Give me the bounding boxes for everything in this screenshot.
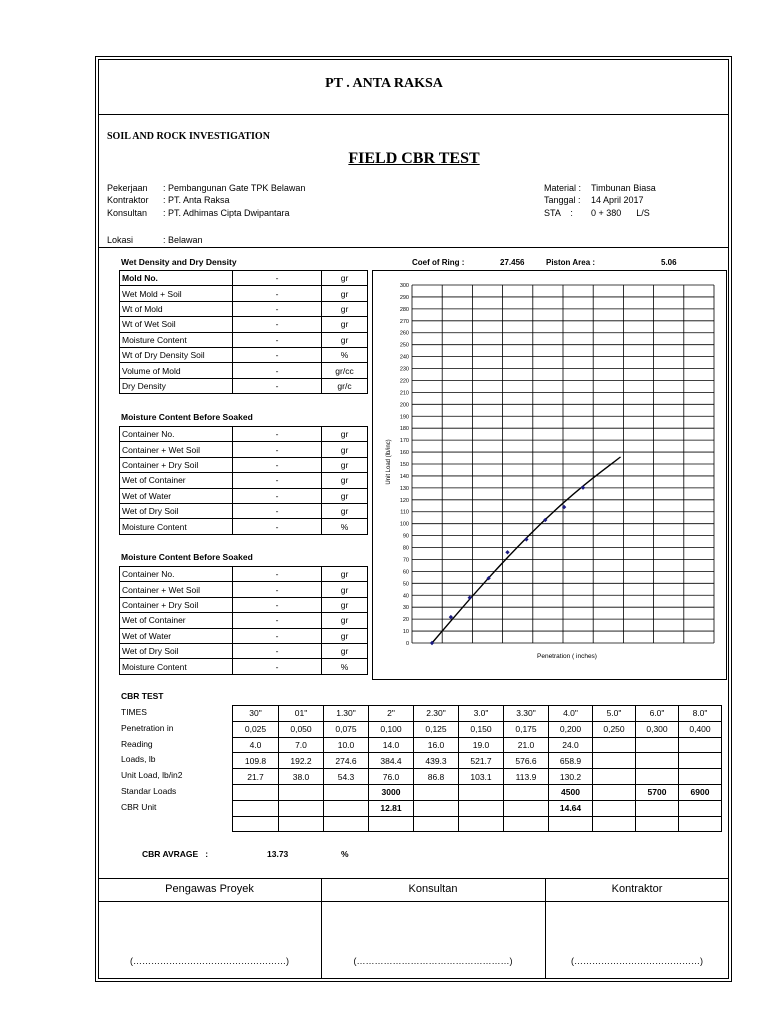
cell-label: Wet Mold + Soil (120, 286, 233, 301)
cbr-cell: 192.2 (279, 753, 324, 769)
cbr-row (233, 753, 722, 769)
cbr-cell (324, 800, 369, 816)
cell-value: - (233, 503, 322, 518)
cell-label: Wet of Water (120, 628, 233, 643)
table-row (120, 347, 368, 362)
company-name: PT . ANTA RAKSA (325, 76, 443, 91)
trend-line (432, 457, 621, 643)
cbr-cell (279, 784, 324, 800)
header-divider (98, 114, 729, 115)
y-tick-label: 230 (399, 366, 409, 373)
wet-density-title: Wet Density and Dry Density (121, 257, 237, 267)
cell-value: - (233, 488, 322, 503)
cbr-cell (549, 816, 593, 832)
cell-value: - (233, 473, 322, 488)
cbr-cell: 30" (233, 706, 279, 722)
cell-value: - (233, 378, 322, 393)
cbr-cell: 6.0" (636, 706, 679, 722)
signature-header-divider (98, 901, 729, 902)
y-tick-label: 140 (399, 473, 409, 480)
cell-value: - (233, 457, 322, 472)
cbr-cell (414, 800, 459, 816)
cbr-cell: 439.3 (414, 753, 459, 769)
cbr-cell (679, 800, 722, 816)
data-point (524, 537, 528, 541)
cbr-cell (636, 816, 679, 832)
cell-label: Wet of Water (120, 488, 233, 503)
info-value-material: Timbunan Biasa (591, 183, 656, 193)
cbr-cell: 16.0 (414, 737, 459, 753)
page-title: FIELD CBR TEST (348, 150, 480, 167)
cbr-cell (369, 816, 414, 832)
y-tick-label: 120 (399, 497, 409, 504)
section-title: SOIL AND ROCK INVESTIGATION (107, 131, 270, 142)
cbr-cell (636, 753, 679, 769)
info-label-tanggal: Tanggal : (544, 195, 581, 205)
cbr-cell: 0,125 (414, 721, 459, 737)
piston-area-label: Piston Area : (546, 258, 596, 267)
cbr-row (233, 737, 722, 753)
cbr-cell (324, 816, 369, 832)
cell-label: Container + Wet Soil (120, 582, 233, 597)
table-row (120, 643, 368, 658)
cell-label: Container + Wet Soil (120, 442, 233, 457)
cbr-cell: 24.0 (549, 737, 593, 753)
cbr-cell: 7.0 (279, 737, 324, 753)
y-tick-label: 280 (399, 306, 409, 313)
cbr-cell (593, 816, 636, 832)
cbr-cell: 0,200 (549, 721, 593, 737)
cbr-cell: 3.30" (504, 706, 549, 722)
cbr-cell: 0,050 (279, 721, 324, 737)
cbr-row-label: Loads, lb (121, 754, 156, 765)
cell-value: - (233, 301, 322, 316)
y-tick-label: 30 (402, 605, 409, 612)
cbr-cell: 4.0" (549, 706, 593, 722)
cell-unit: gr (322, 503, 368, 518)
cbr-cell (504, 800, 549, 816)
cbr-cell (593, 769, 636, 785)
cell-unit: gr/c (322, 378, 368, 393)
cell-value: - (233, 519, 322, 534)
cbr-cell (593, 737, 636, 753)
info-label-konsultan: Konsultan (107, 208, 148, 218)
chart-y-axis-label: Unit Load (lb/inc) (386, 439, 392, 485)
moisture-1-title: Moisture Content Before Soaked (121, 412, 253, 422)
cell-value: - (233, 628, 322, 643)
cell-unit: % (322, 659, 368, 674)
cell-value: - (233, 363, 322, 378)
cell-label: Wt of Dry Density Soil (120, 347, 233, 362)
cell-label: Container + Dry Soil (120, 457, 233, 472)
cell-unit: gr (322, 613, 368, 628)
cell-unit: gr (322, 332, 368, 347)
y-tick-label: 110 (400, 509, 409, 516)
cell-label: Volume of Mold (120, 363, 233, 378)
piston-area-value: 5.06 (661, 258, 677, 267)
y-tick-label: 70 (402, 557, 409, 564)
cell-label: Container No. (120, 567, 233, 582)
cbr-cell: 103.1 (459, 769, 504, 785)
cbr-cell (636, 769, 679, 785)
info-label-sta: STA : (544, 208, 573, 218)
cbr-row-label: Penetration in (121, 722, 174, 733)
cbr-cell (504, 784, 549, 800)
cbr-cell: 01" (279, 706, 324, 722)
cbr-cell: 130.2 (549, 769, 593, 785)
data-point (581, 485, 585, 489)
cbr-cell: 0,075 (324, 721, 369, 737)
wet-density-table (119, 270, 368, 394)
y-tick-label: 250 (399, 342, 409, 349)
cell-label: Wet of Container (120, 613, 233, 628)
y-tick-label: 240 (399, 354, 409, 361)
data-point (505, 550, 509, 554)
cbr-cell: 576.6 (504, 753, 549, 769)
y-tick-label: 150 (399, 462, 409, 468)
cell-unit: gr (322, 427, 368, 442)
cell-value: - (233, 347, 322, 362)
cell-value: - (233, 643, 322, 658)
cell-label: Dry Density (120, 378, 233, 393)
cell-unit: gr (322, 643, 368, 658)
signature-blank-kontraktor[interactable]: (……………………………………) (571, 956, 703, 966)
y-tick-label: 300 (399, 283, 409, 289)
table-row (120, 378, 368, 393)
cell-value: - (233, 597, 322, 612)
cbr-cell: 0,025 (233, 721, 279, 737)
cbr-cell: 4.0 (233, 737, 279, 753)
cbr-cell: 14.64 (549, 800, 593, 816)
moisture-2-title: Moisture Content Before Soaked (121, 552, 253, 562)
table-row (120, 597, 368, 612)
cbr-cell: 0,250 (593, 721, 636, 737)
cbr-cell: 86.8 (414, 769, 459, 785)
info-value-tanggal: 14 April 2017 (591, 195, 644, 205)
cell-unit: gr (322, 317, 368, 332)
cbr-cell: 19.0 (459, 737, 504, 753)
y-tick-label: 200 (399, 402, 409, 409)
table-row (120, 427, 368, 442)
table-row (120, 457, 368, 472)
table-row (120, 442, 368, 457)
cbr-cell: 38.0 (279, 769, 324, 785)
cbr-cell (679, 753, 722, 769)
info-value-pekerjaan: : Pembangunan Gate TPK Belawan (163, 183, 306, 193)
signature-title-konsultan: Konsultan (408, 883, 458, 895)
table-row (120, 473, 368, 488)
info-label-pekerjaan: Pekerjaan (107, 183, 148, 193)
signature-title-pengawas: Pengawas Proyek (165, 883, 254, 895)
cell-unit: gr (322, 442, 368, 457)
table-row (120, 271, 368, 286)
y-tick-label: 270 (399, 318, 409, 325)
cbr-cell (679, 737, 722, 753)
cell-unit: gr (322, 286, 368, 301)
cell-label: Mold No. (120, 271, 233, 286)
cbr-row-label: CBR Unit (121, 801, 157, 812)
cbr-row-label: Reading (121, 738, 153, 749)
cbr-cell: 1.30" (324, 706, 369, 722)
cbr-cell: 0,300 (636, 721, 679, 737)
cell-value: - (233, 286, 322, 301)
cbr-cell: 109.8 (233, 753, 279, 769)
data-point (562, 505, 566, 509)
table-row (120, 567, 368, 582)
cbr-cell (636, 737, 679, 753)
cbr-cell: 0,175 (504, 721, 549, 737)
cbr-cell (459, 800, 504, 816)
cbr-cell: 2" (369, 706, 414, 722)
cbr-average-label: CBR AVRAGE : (142, 849, 209, 859)
cell-unit: gr (322, 567, 368, 582)
cbr-average-value: 13.73 (267, 849, 289, 859)
table-row (120, 301, 368, 316)
info-label-kontraktor: Kontraktor (107, 195, 149, 205)
cell-label: Wet of Container (120, 473, 233, 488)
y-tick-label: 80 (402, 545, 409, 552)
cbr-row (233, 800, 722, 816)
table-row (120, 332, 368, 347)
cbr-cell: 12.81 (369, 800, 414, 816)
table-row (120, 582, 368, 597)
cbr-cell (459, 816, 504, 832)
y-tick-label: 180 (399, 426, 409, 433)
signature-title-kontraktor: Kontraktor (611, 883, 663, 895)
cbr-average-unit: % (341, 849, 349, 859)
cell-unit: % (322, 519, 368, 534)
cbr-cell: 21.7 (233, 769, 279, 785)
y-tick-label: 290 (399, 294, 409, 301)
cbr-cell (679, 816, 722, 832)
cell-label: Moisture Content (120, 519, 233, 534)
table-row (120, 628, 368, 643)
cbr-cell (279, 816, 324, 832)
cbr-cell (636, 800, 679, 816)
chart-x-axis-label: Penetration ( inches) (537, 653, 597, 660)
y-tick-label: 260 (399, 330, 409, 337)
info-value-kontraktor: : PT. Anta Raksa (163, 195, 230, 205)
cell-unit: gr (322, 488, 368, 503)
table-row (120, 503, 368, 518)
cbr-cell: 658.9 (549, 753, 593, 769)
cell-unit: gr/cc (322, 363, 368, 378)
cbr-cell: 0,400 (679, 721, 722, 737)
chart-frame (373, 271, 727, 680)
y-tick-label: 210 (399, 390, 409, 397)
cell-unit: gr (322, 582, 368, 597)
coef-ring-value: 27.456 (500, 258, 525, 267)
cell-unit: gr (322, 271, 368, 286)
cell-value: - (233, 582, 322, 597)
cbr-cell (324, 784, 369, 800)
cbr-cell (279, 800, 324, 816)
cell-value: - (233, 271, 322, 286)
cell-label: Wet of Dry Soil (120, 503, 233, 518)
y-tick-label: 50 (402, 581, 409, 588)
cbr-cell (233, 784, 279, 800)
y-tick-label: 170 (399, 438, 409, 445)
info-label-lokasi: Lokasi (107, 235, 134, 245)
table-row (120, 659, 368, 674)
cell-unit: gr (322, 301, 368, 316)
cbr-cell (233, 816, 279, 832)
cell-unit: gr (322, 628, 368, 643)
y-tick-label: 0 (405, 641, 409, 647)
cbr-cell: 3000 (369, 784, 414, 800)
cbr-cell: 274.6 (324, 753, 369, 769)
cbr-cell (593, 753, 636, 769)
cell-unit: gr (322, 473, 368, 488)
signature-blank-konsultan[interactable]: (……………………………………………) (353, 956, 513, 966)
cbr-cell: 5.0" (593, 706, 636, 722)
y-tick-label: 130 (399, 485, 409, 492)
table-row (120, 488, 368, 503)
cell-label: Wt of Wet Soil (120, 317, 233, 332)
cbr-cell: 8.0" (679, 706, 722, 722)
table-row (120, 286, 368, 301)
cbr-cell: 3.0" (459, 706, 504, 722)
y-tick-label: 10 (402, 629, 409, 636)
cell-label: Wet of Dry Soil (120, 643, 233, 658)
cbr-cell: 6900 (679, 784, 722, 800)
y-tick-label: 190 (399, 414, 409, 421)
data-point (468, 595, 472, 599)
table-row (120, 519, 368, 534)
y-tick-label: 100 (399, 521, 409, 528)
cbr-cell: 10.0 (324, 737, 369, 753)
cell-value: - (233, 613, 322, 628)
cbr-row (233, 769, 722, 785)
cbr-cell: 76.0 (369, 769, 414, 785)
cbr-row-label: Standar Loads (121, 786, 177, 796)
y-tick-label: 90 (402, 533, 409, 540)
cell-label: Wt of Mold (120, 301, 233, 316)
cell-value: - (233, 317, 322, 332)
y-tick-label: 60 (402, 569, 409, 576)
cell-value: - (233, 442, 322, 457)
cbr-cell: 14.0 (369, 737, 414, 753)
y-tick-label: 20 (402, 617, 409, 624)
info-value-konsultan: : PT. Adhimas Cipta Dwipantara (163, 208, 290, 218)
cbr-cell: 54.3 (324, 769, 369, 785)
unit-load-chart (372, 270, 727, 680)
cbr-cell (414, 816, 459, 832)
table-row (120, 363, 368, 378)
cbr-cell (504, 816, 549, 832)
cbr-cell: 0,150 (459, 721, 504, 737)
cbr-row (233, 816, 722, 832)
cell-label: Moisture Content (120, 332, 233, 347)
info-value-sta: 0 + 380 L/S (591, 208, 650, 218)
cbr-cell: 113.9 (504, 769, 549, 785)
y-tick-label: 220 (399, 378, 409, 385)
moisture-2-table (119, 566, 368, 675)
cbr-cell: 4500 (549, 784, 593, 800)
cbr-cell (233, 800, 279, 816)
cell-unit: gr (322, 597, 368, 612)
cbr-row-label: Unit Load, lb/in2 (121, 770, 183, 781)
cbr-cell (414, 784, 459, 800)
info-label-material: Material : (544, 183, 582, 193)
cell-value: - (233, 332, 322, 347)
table-row (120, 317, 368, 332)
cbr-cell: 2.30" (414, 706, 459, 722)
cell-label: Container No. (120, 427, 233, 442)
cell-value: - (233, 659, 322, 674)
signature-divider (98, 878, 729, 879)
table-row (120, 613, 368, 628)
y-tick-label: 160 (399, 450, 409, 457)
coef-ring-label: Coef of Ring : (412, 258, 465, 267)
moisture-1-table (119, 426, 368, 535)
cbr-cell: 21.0 (504, 737, 549, 753)
cbr-test-table (232, 705, 722, 832)
cbr-cell (459, 784, 504, 800)
cell-label: Container + Dry Soil (120, 597, 233, 612)
cbr-cell (679, 769, 722, 785)
signature-blank-pengawas[interactable]: (……………………………………………) (130, 956, 289, 966)
cell-value: - (233, 567, 322, 582)
cell-unit: % (322, 347, 368, 362)
info-divider (98, 247, 729, 248)
cbr-row (233, 721, 722, 737)
y-tick-label: 40 (402, 593, 409, 600)
cbr-cell (593, 784, 636, 800)
info-value-lokasi: : Belawan (163, 235, 203, 245)
cbr-cell: 0,100 (369, 721, 414, 737)
cell-label: Moisture Content (120, 659, 233, 674)
cbr-row (233, 784, 722, 800)
cbr-test-title: CBR TEST (121, 691, 164, 701)
cbr-cell (593, 800, 636, 816)
cbr-row (233, 706, 722, 722)
cbr-cell: 5700 (636, 784, 679, 800)
cbr-cell: 521.7 (459, 753, 504, 769)
cbr-row-label: TIMES (121, 707, 147, 717)
cbr-cell: 384.4 (369, 753, 414, 769)
cell-value: - (233, 427, 322, 442)
cell-unit: gr (322, 457, 368, 472)
